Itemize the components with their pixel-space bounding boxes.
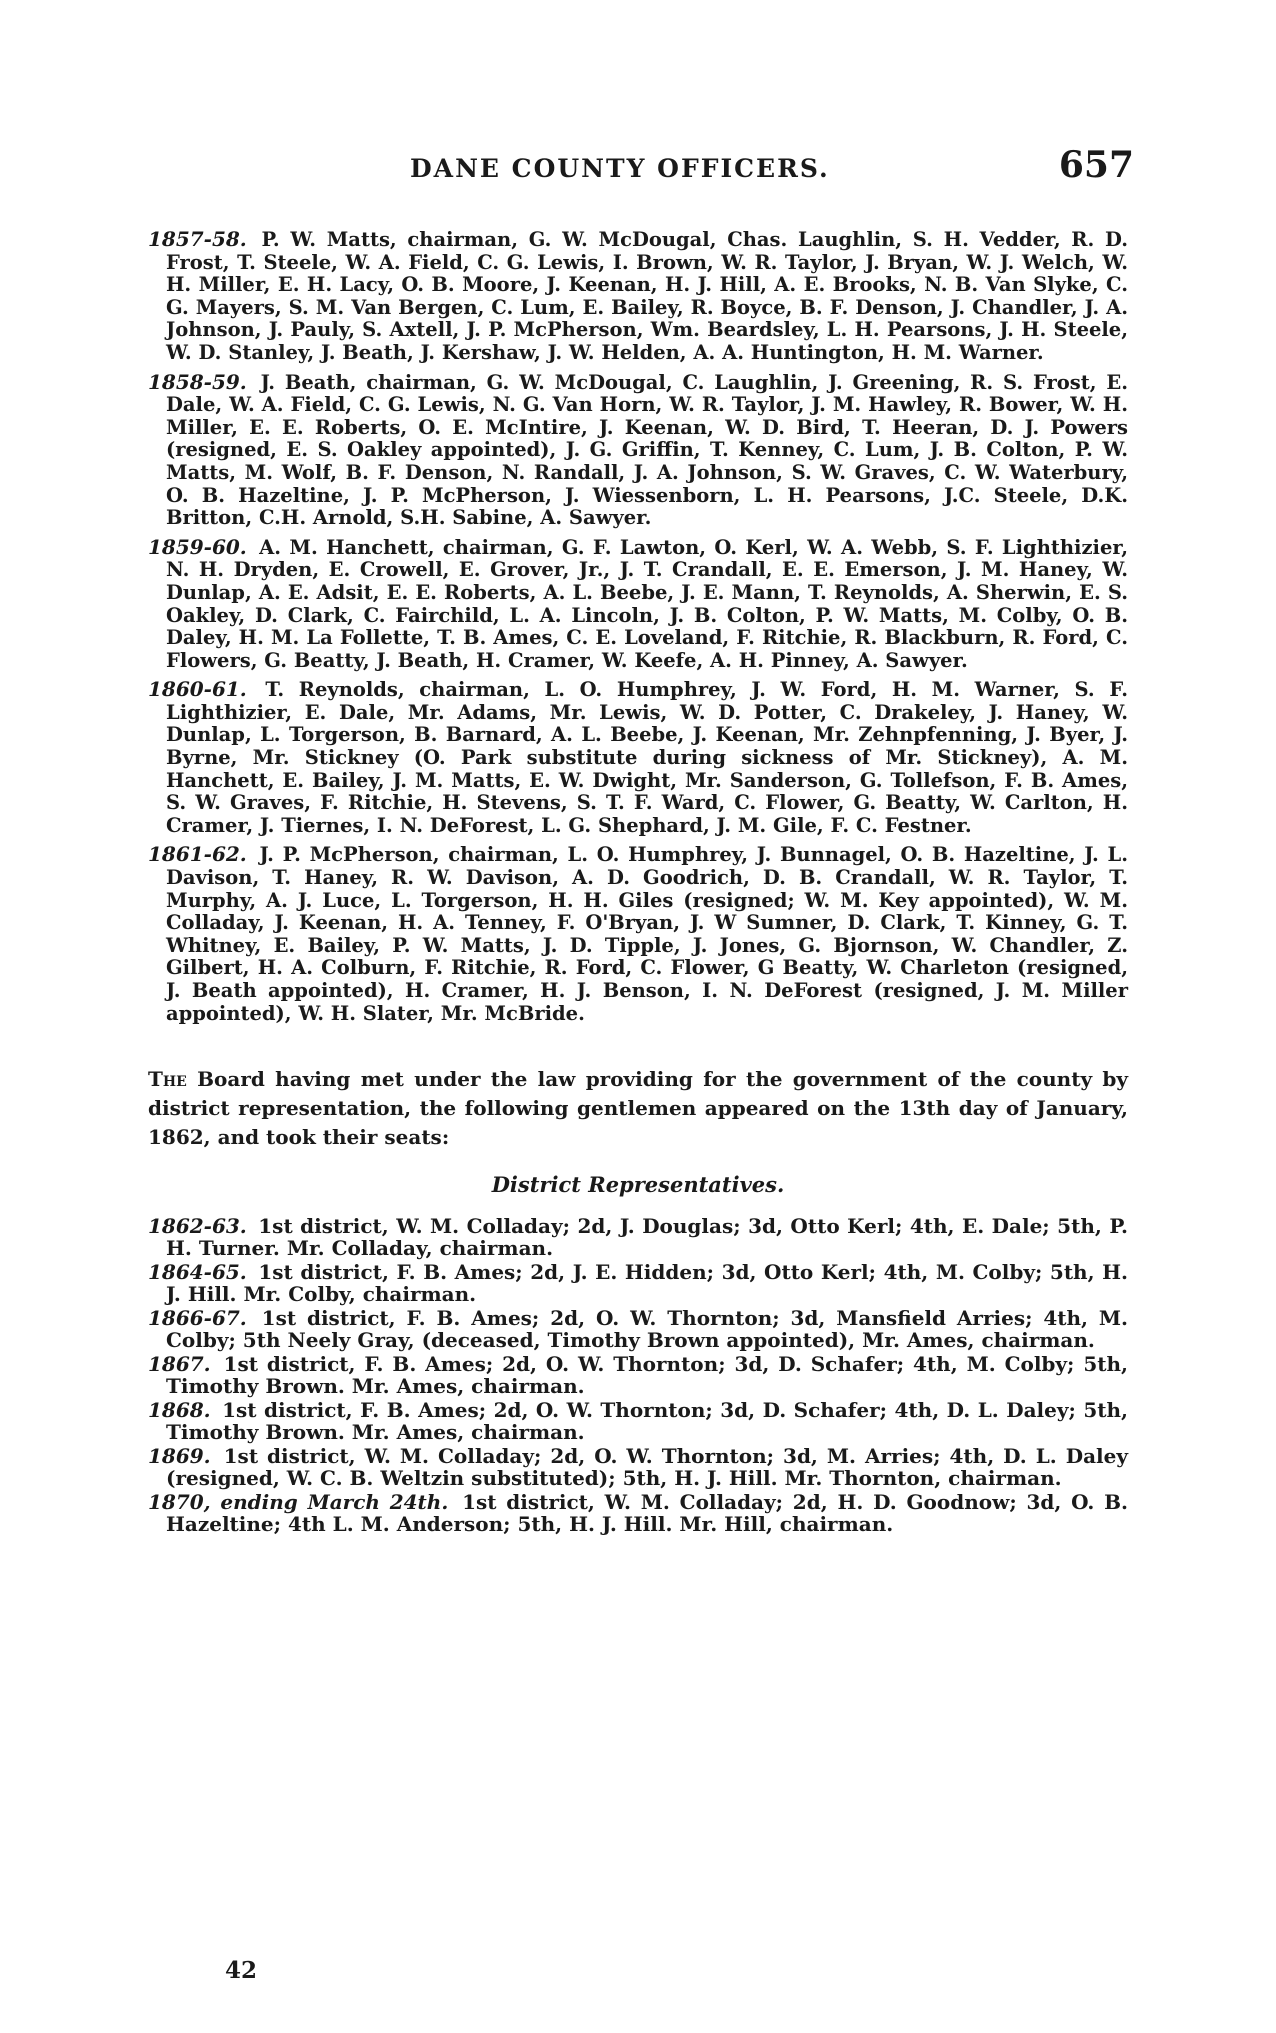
- entry-year: 1860-61.: [148, 677, 247, 702]
- entry-year: 1857-58.: [148, 227, 247, 251]
- entry-text: 1st district, W. M. Colladay; 2d, J. Douglas; 3d, Otto Kerl; 4th, E. Dale; 5th, P. H. Turner. Mr. Colladay, chairman.: [166, 1214, 1129, 1261]
- entry-year: 1866-67.: [148, 1306, 247, 1331]
- officer-entry: [148, 678, 1128, 837]
- district-entry: [148, 1353, 1128, 1397]
- entry-year: 1862-63.: [148, 1214, 247, 1239]
- entry-text: A. M. Hanchett, chairman, G. F. Lawton, O. Kerl, W. A. Webb, S. F. Lighthizier, N. H. Dryden, E. Crowell, E. Grover, Jr., J. T. Crandall, E. E. Emerson, J. M. Haney, W. Dunlap, A. E. Adsit, E. E. Roberts, A. L. Beebe, J. E. Mann, T. Reynolds, A. Sherwin, E. S. Oakley, D. Clark, C. Fairchild, L. A. Lincoln, J. B. Colton, P. W. Matts, M. Colby, O. B. Daley, H. M. La Follette, T. B. Ames, C. E. Loveland, F. Ritchie, R. Blackburn, R. Ford, C. Flowers, G. Beatty, J. Beath, H. Cramer, W. Keefe, A. H. Pinney, A. Sawyer.: [166, 535, 1128, 672]
- entry-year: 1858-59.: [148, 369, 247, 394]
- board-paragraph: [148, 1065, 1128, 1152]
- district-entry: [148, 1307, 1128, 1351]
- entry-text: P. W. Matts, chairman, G. W. McDougal, Chas. Laughlin, S. H. Vedder, R. D. Frost, T. Steele, W. A. Field, C. G. Lewis, I. Brown, W. R. Taylor, J. Bryan, W. J. Welch, W. H. Miller, E. H. Lacy, O. B. Moore, J. Keenan, H. J. Hill, A. E. Brooks, N. B. Van Slyke, C. G. Mayers, S. M. Van Bergen, C. Lum, E. Bailey, R. Boyce, B. F. Denson, J. Chandler, J. A. Johnson, J. Pauly, S. Axtell, J. P. McPherson, Wm. Beardsley, L. H. Pearsons, J. H. Steele, W. D. Stanley, J. Beath, J. Kershaw, J. W. Helden, A. A. Huntington, H. M. Warner.: [166, 228, 1128, 364]
- district-entry: [148, 1491, 1128, 1535]
- paragraph-lead: The: [148, 1067, 187, 1092]
- officer-entry: [148, 371, 1128, 530]
- entry-text: J. P. McPherson, chairman, L. O. Humphrey, J. Bunnagel, O. B. Hazeltine, J. L. Davison, T. Haney, R. W. Davison, A. D. Goodrich, D. B. Crandall, W. R. Taylor, T. Murphy, A. J. Luce, L. Torgerson, H. H. Giles (resigned; W. M. Key appointed), W. M. Colladay, J. Keenan, H. A. Tenney, F. O'Bryan, J. W Sumner, D. Clark, T. Kinney, G. T. Whitney, E. Bailey, P. W. Matts, J. D. Tipple, J. Jones, G. Bjornson, W. Chandler, Z. Gilbert, H. A. Colburn, F. Ritchie, R. Ford, C. Flower, G Beatty, W. Charleton (resigned, J. Beath appointed), H. Cramer, H. J. Benson, I. N. DeForest (resigned, J. M. Miller appointed), W. H. Slater, Mr. McBride.: [166, 843, 1128, 1025]
- entry-year: 1864-65.: [148, 1260, 247, 1285]
- entry-year: 1867.: [148, 1352, 211, 1377]
- page-body: [148, 228, 1128, 1537]
- entry-year: 1870, ending March 24th.: [148, 1490, 449, 1515]
- entry-text: 1st district, W. M. Colladay; 2d, O. W. Thornton; 3d, M. Arries; 4th, D. L. Daley (resigned, W. C. B. Weltzin substituted); 5th, H. J. Hill. Mr. Thornton, chairman.: [166, 1444, 1129, 1491]
- entry-text: T. Reynolds, chairman, L. O. Humphrey, J. W. Ford, H. M. Warner, S. F. Lighthizier, E. Dale, Mr. Adams, Mr. Lewis, W. D. Potter, C. Drakeley, J. Haney, W. Dunlap, L. Torgerson, B. Barnard, A. L. Beebe, J. Keenan, Mr. Zehnpfenning, J. Byer, J. Byrne, Mr. Stickney (O. Park substitute during sickness of Mr. Stickney), A. M. Hanchett, E. Bailey, J. M. Matts, E. W. Dwight, Mr. Sanderson, G. Tollefson, F. B. Ames, S. W. Graves, F. Ritchie, H. Stevens, S. T. F. Ward, C. Flower, G. Beatty, W. Carlton, H. Cramer, J. Tiernes, I. N. DeForest, L. G. Shephard, J. M. Gile, F. C. Festner.: [166, 678, 1128, 837]
- entry-text: 1st district, W. M. Colladay; 2d, H. D. Goodnow; 3d, O. B. Hazeltine; 4th L. M. Anderson; 5th, H. J. Hill. Mr. Hill, chairman.: [166, 1490, 1128, 1537]
- officer-entry: [148, 536, 1128, 673]
- district-entry: [148, 1445, 1128, 1489]
- entry-text: 1st district, F. B. Ames; 2d, O. W. Thornton; 3d, D. Schafer; 4th, M. Colby; 5th, Timothy Brown. Mr. Ames, chairman.: [166, 1352, 1128, 1399]
- entry-year: 1869.: [148, 1444, 211, 1469]
- entry-year: 1861-62.: [148, 842, 247, 867]
- signature-mark: 42: [225, 1957, 258, 1984]
- page-number: 657: [1058, 144, 1134, 186]
- officer-entry: [148, 843, 1128, 1025]
- entry-text: 1st district, F. B. Ames; 2d, J. E. Hidden; 3d, Otto Kerl; 4th, M. Colby; 5th, H. J. Hill. Mr. Colby, chairman.: [166, 1260, 1128, 1307]
- section-heading: District Representatives.: [491, 1172, 785, 1198]
- officer-entry: [148, 228, 1128, 365]
- entry-text: 1st district, F. B. Ames; 2d, O. W. Thornton; 3d, Mansfield Arries; 4th, M. Colby; 5th Neely Gray, (deceased, Timothy Brown appointed), Mr. Ames, chairman.: [166, 1306, 1129, 1353]
- district-entry: [148, 1215, 1128, 1259]
- running-title: DANE COUNTY OFFICERS.: [410, 154, 830, 183]
- district-entry: [148, 1261, 1128, 1305]
- paragraph-text: Board having met under the law providing for the government of the county by district representation, the following gentlemen appeared on the 13th day of January, 1862, and took their seats:: [148, 1067, 1128, 1150]
- page-header: [120, 144, 1136, 196]
- district-entry: [148, 1399, 1128, 1443]
- entry-year: 1868.: [148, 1398, 211, 1423]
- entry-text: J. Beath, chairman, G. W. McDougal, C. Laughlin, J. Greening, R. S. Frost, E. Dale, W. A. Field, C. G. Lewis, N. G. Van Horn, W. R. Taylor, J. M. Hawley, R. Bower, W. H. Miller, E. E. Roberts, O. E. McIntire, J. Keenan, W. D. Bird, T. Heeran, D. J. Powers (resigned, E. S. Oakley appointed), J. G. Griffin, T. Kenney, C. Lum, J. B. Colton, P. W. Matts, M. Wolf, B. F. Denson, N. Randall, J. A. Johnson, S. W. Graves, C. W. Waterbury, O. B. Hazeltine, J. P. McPherson, J. Wiessenborn, L. H. Pearsons, J.C. Steele, D.K. Britton, C.H. Arnold, S.H. Sabine, A. Sawyer.: [166, 370, 1128, 530]
- entry-year: 1859-60.: [148, 534, 247, 559]
- entry-text: 1st district, F. B. Ames; 2d, O. W. Thornton; 3d, D. Schafer; 4th, D. L. Daley; 5th, Timothy Brown. Mr. Ames, chairman.: [166, 1398, 1128, 1445]
